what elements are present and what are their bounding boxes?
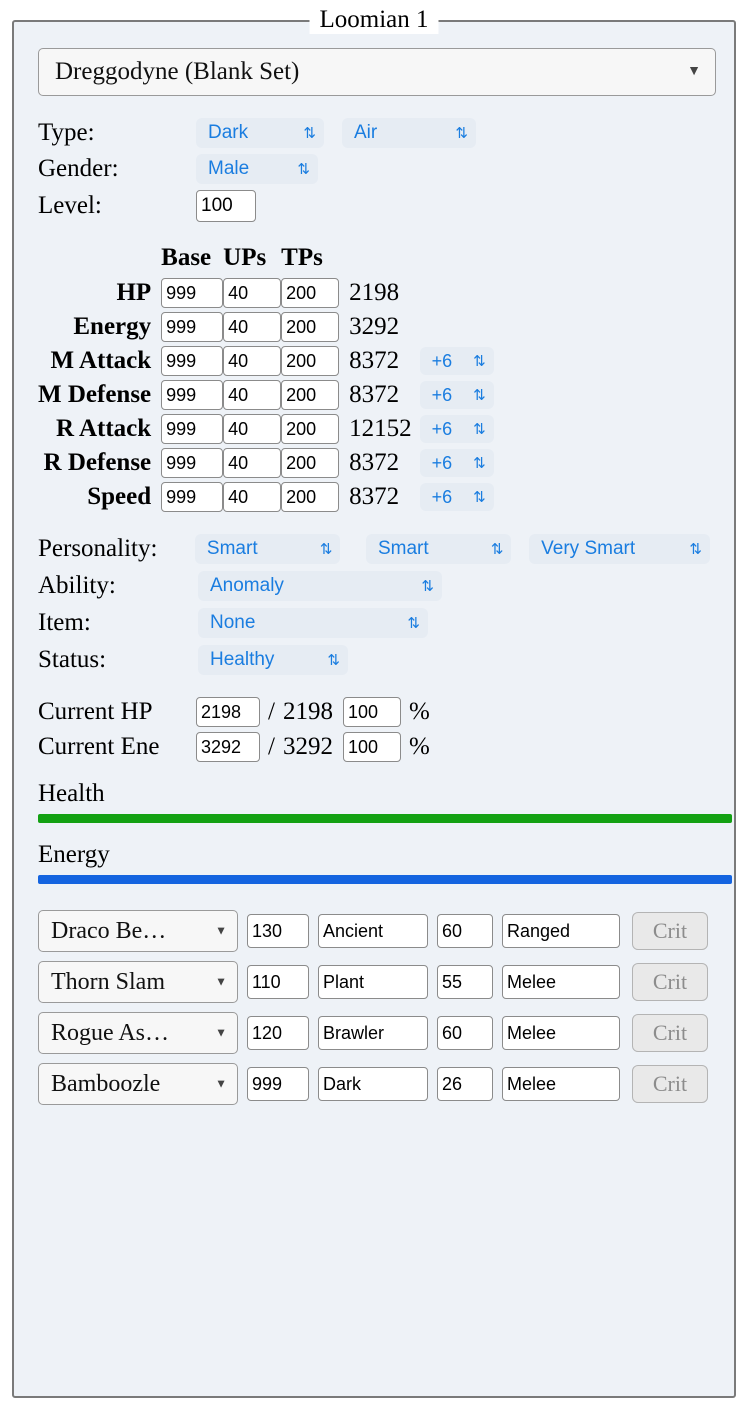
current-energy-label: Current Ene [38, 733, 160, 760]
updown-icon: ⇅ [407, 614, 420, 632]
stat-tps-input[interactable] [281, 482, 339, 512]
updown-icon: ⇅ [297, 160, 310, 178]
stat-base-input[interactable] [161, 278, 223, 308]
stat-stage-cell [420, 276, 494, 310]
current-energy-input[interactable] [196, 732, 260, 762]
crit-button[interactable]: Crit [632, 1014, 708, 1052]
gender-value: Male [208, 158, 250, 179]
ability-label: Ability: [38, 572, 116, 599]
hp-slash: / [268, 698, 275, 725]
stat-tps-input[interactable] [281, 414, 339, 444]
status-label: Status: [38, 646, 107, 673]
updown-icon: ⇅ [319, 540, 333, 558]
health-bar-fill [38, 814, 732, 823]
stat-row [38, 446, 494, 480]
loomian-select-value: Dreggodyne (Blank Set) [55, 58, 300, 85]
move-accuracy-input[interactable] [437, 1016, 493, 1050]
stat-name: M Attack [50, 347, 152, 374]
chevron-down-icon: ▼ [215, 923, 227, 938]
stat-row [38, 310, 494, 344]
current-hp-percent-input[interactable] [343, 697, 401, 727]
type1-value: Dark [208, 122, 249, 143]
stat-total: 8372 [349, 381, 400, 408]
stat-total: 8372 [349, 347, 400, 374]
move-accuracy-input[interactable] [437, 914, 493, 948]
stat-stage-select[interactable] [420, 483, 494, 511]
move-name: Thorn Slam [51, 968, 165, 995]
stat-ups-input[interactable] [223, 448, 281, 478]
type2-value: Air [354, 122, 378, 143]
hp-percent-sign: % [408, 698, 430, 725]
current-hp-input[interactable] [196, 697, 260, 727]
gender-row [38, 154, 710, 184]
updown-icon: ⇅ [473, 420, 486, 438]
stat-total: 12152 [349, 415, 412, 442]
chevron-down-icon: ▼ [215, 974, 227, 989]
updown-icon: ⇅ [473, 386, 486, 404]
move-name: Bamboozle [51, 1070, 161, 1097]
personality1-value: Smart [206, 538, 258, 559]
personality2-select[interactable] [366, 534, 512, 564]
crit-button[interactable]: Crit [632, 963, 708, 1001]
panel-legend: Loomian 1 [309, 6, 438, 34]
stats-header-total [339, 244, 420, 276]
stat-base-input[interactable] [161, 312, 223, 342]
ability-value: Anomaly [210, 575, 284, 596]
move-power-input[interactable] [247, 1016, 309, 1050]
stat-total: 8372 [349, 483, 400, 510]
stat-stage-value: +6 [431, 486, 453, 507]
stat-stage-value: +6 [431, 384, 453, 405]
move-type-input[interactable] [318, 965, 428, 999]
stat-tps-input[interactable] [281, 278, 339, 308]
move-row [38, 910, 710, 952]
gender-label: Gender: [38, 155, 119, 182]
ene-slash: / [268, 733, 275, 760]
stat-total: 8372 [349, 449, 400, 476]
status-row [38, 645, 710, 675]
chevron-down-icon: ▼ [215, 1025, 227, 1040]
moves-list [38, 910, 710, 1105]
updown-icon: ⇅ [421, 577, 434, 595]
stat-ups-input[interactable] [223, 414, 281, 444]
stat-base-input[interactable] [161, 482, 223, 512]
gender-select[interactable] [196, 154, 318, 184]
updown-icon: ⇅ [455, 124, 468, 142]
move-select[interactable] [38, 1063, 238, 1105]
ability-select[interactable] [198, 571, 442, 601]
current-energy-percent-input[interactable] [343, 732, 401, 762]
personality-row [38, 534, 710, 564]
stat-stage-select[interactable] [420, 381, 494, 409]
move-name: Rogue As… [51, 1019, 170, 1046]
stats-header-blank [38, 244, 161, 276]
stat-stage-select[interactable] [420, 449, 494, 477]
personality3-select[interactable] [529, 534, 710, 564]
stat-tps-input[interactable] [281, 346, 339, 376]
energy-bar-label: Energy [38, 841, 110, 868]
move-type-input[interactable] [318, 1016, 428, 1050]
stat-base-input[interactable] [161, 414, 223, 444]
stat-name: HP [116, 279, 152, 306]
stat-name: M Defense [38, 381, 152, 408]
stat-tps-input[interactable] [281, 312, 339, 342]
move-power-input[interactable] [247, 965, 309, 999]
personality1-select[interactable] [195, 534, 341, 564]
crit-button[interactable]: Crit [632, 912, 708, 950]
stat-ups-input[interactable] [223, 482, 281, 512]
stat-ups-input[interactable] [223, 312, 281, 342]
stat-row [38, 480, 494, 514]
stats-header-ups: UPs [223, 244, 267, 271]
move-category-input[interactable] [502, 965, 620, 999]
stat-row [38, 344, 494, 378]
chevron-down-icon: ▼ [215, 1076, 227, 1091]
updown-icon: ⇅ [490, 540, 504, 558]
status-value: Healthy [210, 649, 275, 670]
current-hp-row [38, 697, 710, 727]
level-label: Level: [38, 192, 102, 219]
type2-select[interactable] [342, 118, 476, 148]
updown-icon: ⇅ [473, 454, 486, 472]
move-select[interactable] [38, 1012, 238, 1054]
personality-label: Personality: [38, 535, 158, 562]
crit-button[interactable]: Crit [632, 1065, 708, 1103]
ability-row [38, 571, 710, 601]
personality2-value: Smart [377, 538, 429, 559]
stat-stage-value: +6 [431, 452, 453, 473]
stat-row [38, 412, 494, 446]
stat-base-input[interactable] [161, 346, 223, 376]
item-select[interactable] [198, 608, 428, 638]
stat-ups-input[interactable] [223, 380, 281, 410]
type-label: Type: [38, 119, 95, 146]
item-value: None [210, 612, 256, 633]
level-row [38, 190, 710, 222]
move-select[interactable] [38, 910, 238, 952]
move-type-input[interactable] [318, 914, 428, 948]
stat-total: 2198 [349, 279, 400, 306]
move-accuracy-input[interactable] [437, 965, 493, 999]
energy-bar-track [38, 875, 732, 884]
stat-ups-input[interactable] [223, 346, 281, 376]
stat-base-input[interactable] [161, 380, 223, 410]
stats-table [38, 244, 494, 514]
stat-stage-select[interactable] [420, 415, 494, 443]
updown-icon: ⇅ [327, 651, 340, 669]
loomian-select[interactable] [38, 48, 716, 96]
move-row [38, 1012, 710, 1054]
stat-stage-select[interactable] [420, 347, 494, 375]
stat-ups-input[interactable] [223, 278, 281, 308]
current-hp-max: 2198 [282, 698, 333, 725]
item-label: Item: [38, 609, 91, 636]
stat-stage-cell [420, 310, 494, 344]
stat-name: Energy [73, 313, 152, 340]
item-row [38, 608, 710, 638]
updown-icon: ⇅ [303, 124, 316, 142]
stat-total: 3292 [349, 313, 400, 340]
stat-row [38, 276, 494, 310]
stat-row [38, 378, 494, 412]
move-accuracy-input[interactable] [437, 1067, 493, 1101]
current-hp-label: Current HP [38, 698, 153, 725]
status-select[interactable] [198, 645, 348, 675]
stat-base-input[interactable] [161, 448, 223, 478]
stats-header-tps: TPs [281, 244, 323, 271]
stat-stage-value: +6 [431, 418, 453, 439]
current-energy-max: 3292 [282, 733, 333, 760]
personality3-value: Very Smart [541, 538, 636, 559]
stat-tps-input[interactable] [281, 380, 339, 410]
stat-name: R Attack [56, 415, 152, 442]
move-power-input[interactable] [247, 1067, 309, 1101]
move-name: Draco Be… [51, 917, 167, 944]
health-bar-track [38, 814, 732, 823]
type-row [38, 118, 710, 148]
move-type-input[interactable] [318, 1067, 428, 1101]
move-category-input[interactable] [502, 914, 620, 948]
chevron-down-icon: ▼ [687, 64, 701, 79]
move-category-input[interactable] [502, 1016, 620, 1050]
stat-stage-value: +6 [431, 350, 453, 371]
updown-icon: ⇅ [473, 488, 486, 506]
updown-icon: ⇅ [473, 352, 486, 370]
stats-header-stage [420, 244, 494, 276]
health-bar-label: Health [38, 780, 105, 807]
stat-name: R Defense [43, 449, 152, 476]
energy-bar-fill [38, 875, 732, 884]
move-select[interactable] [38, 961, 238, 1003]
current-energy-row [38, 732, 710, 762]
stats-header-base: Base [161, 244, 212, 271]
loomian-panel [12, 6, 736, 1398]
stat-name: Speed [87, 483, 152, 510]
stats-header-row [38, 244, 494, 276]
move-row [38, 961, 710, 1003]
move-row [38, 1063, 710, 1105]
move-power-input[interactable] [247, 914, 309, 948]
level-input[interactable] [196, 190, 256, 222]
stat-tps-input[interactable] [281, 448, 339, 478]
move-category-input[interactable] [502, 1067, 620, 1101]
updown-icon: ⇅ [689, 540, 702, 558]
ene-percent-sign: % [408, 733, 430, 760]
type1-select[interactable] [196, 118, 324, 148]
